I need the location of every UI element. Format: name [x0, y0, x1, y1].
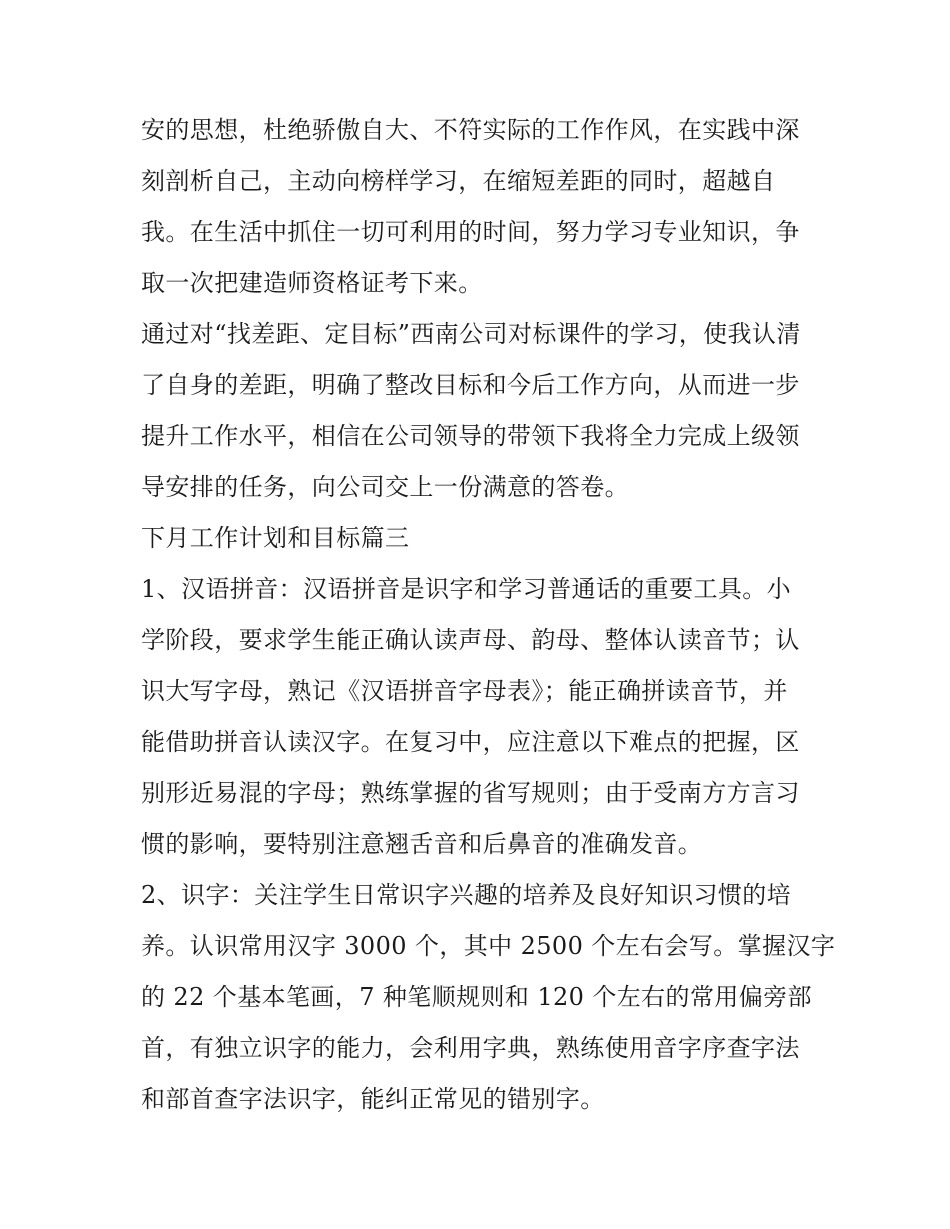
paragraph-start-line: 通过对“找差距、定目标”西南公司对标课件的学习，使我认清	[141, 320, 801, 348]
text-line: 导安排的任务，向公司交上一份满意的答卷。	[141, 473, 629, 501]
text-line: 养。认识常用汉字 3000 个，其中 2500 个左右会写。掌握汉字	[141, 932, 836, 960]
list-item-2-line: 2、识字：关注学生日常识字兴趣的培养及良好知识习惯的培	[141, 881, 792, 909]
text-line: 识大写字母，熟记《汉语拼音字母表》；能正确拼读音节，并	[141, 677, 788, 705]
text-line: 首，有独立识字的能力，会利用字典，熟练使用音字序查字法	[141, 1034, 800, 1062]
text-line: 刻剖析自己，主动向榜样学习，在缩短差距的同时，超越自	[141, 167, 776, 195]
text-line: 别形近易混的字母；熟练掌握的省写规则；由于受南方方言习	[141, 779, 800, 807]
text-line: 取一次把建造师资格证考下来。	[141, 269, 483, 297]
text-line: 了自身的差距，明确了整改目标和今后工作方向，从而进一步	[141, 371, 800, 399]
text-line: 能借助拼音认读汉字。在复习中，应注意以下难点的把握，区	[141, 728, 800, 756]
text-line: 和部首查字法识字，能纠正常见的错别字。	[141, 1085, 605, 1113]
text-line: 惯的影响，要特别注意翘舌音和后鼻音的准确发音。	[141, 830, 703, 858]
text-line: 学阶段，要求学生能正确认读声母、韵母、整体认读音节；认	[141, 626, 800, 654]
text-line: 的 22 个基本笔画，7 种笔顺规则和 120 个左右的常用偏旁部	[141, 983, 812, 1011]
text-line: 安的思想，杜绝骄傲自大、不符实际的工作作风，在实践中深	[141, 116, 800, 144]
list-item-1-line: 1、汉语拼音：汉语拼音是识字和学习普通话的重要工具。小	[141, 575, 792, 603]
text-line: 我。在生活中抓住一切可利用的时间，努力学习专业知识，争	[141, 218, 800, 246]
section-heading: 下月工作计划和目标篇三	[141, 524, 410, 552]
text-line: 提升工作水平，相信在公司领导的带领下我将全力完成上级领	[141, 422, 800, 450]
